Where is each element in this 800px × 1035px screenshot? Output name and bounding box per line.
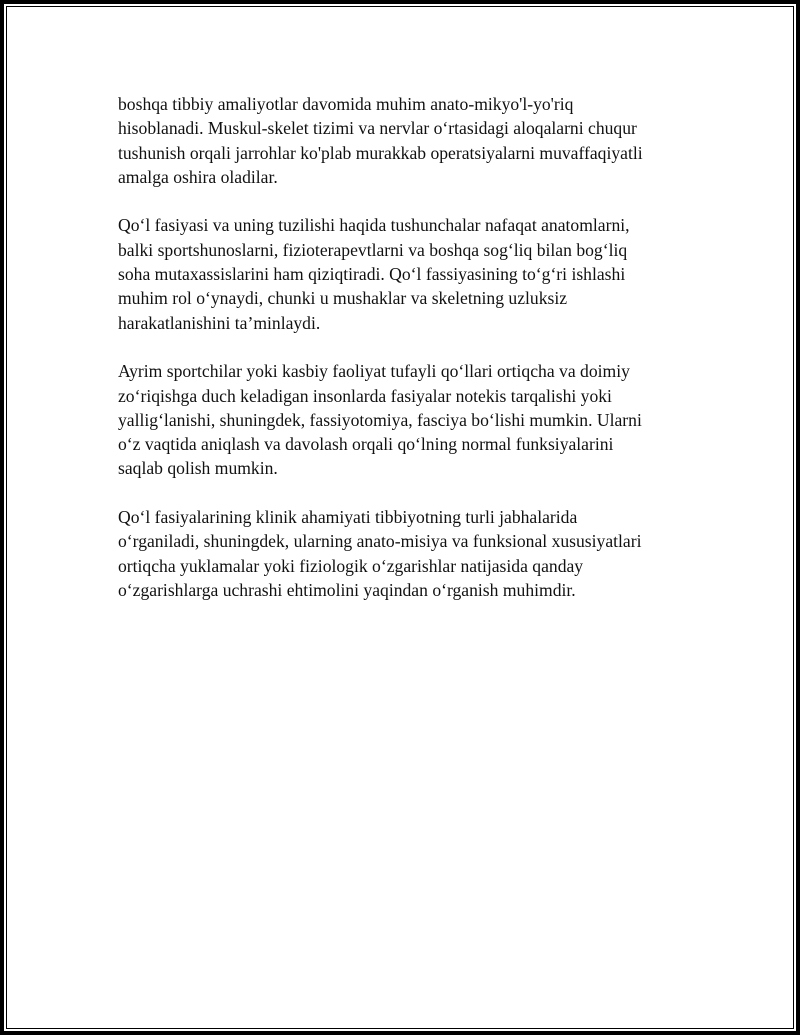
document-body bbox=[118, 92, 690, 627]
paragraph-2: Qo‘l fasiyasi va uning tuzilishi haqida tushunchalar nafaqat anatomlarni, balki sportshunoslarni, fizioterapevtlarni va boshqa sog‘liq bilan bog‘liq soha mutaxassislarini ham qiziqtiradi. Qo‘l fassiyasining to‘g‘ri ishlashi muhim rol o‘ynaydi, chunki u mushaklar va skeletning uzluksiz harakatlanishini ta’minlaydi. bbox=[118, 215, 630, 333]
paragraph-3: Ayrim sportchilar yoki kasbiy faoliyat tufayli qo‘llari ortiqcha va doimiy zo‘riqishga duch keladigan insonlarda fasiyalar notekis tarqalishi yoki yallig‘lanishi, shuningdek, fassiyotomiya, fasciya bo‘lishi mumkin. Ularni o‘z vaqtida aniqlash va davolash orqali qo‘lning normal funksiyalarini saqlab qolish mumkin. bbox=[118, 361, 642, 479]
paragraph-4: Qo‘l fasiyalarining klinik ahamiyati tibbiyotning turli jabhalarida o‘rganiladi, shuningdek, ularning anato-misiya va funksional xususiyatlari ortiqcha yuklamalar yoki fiziologik o‘zgarishlar natijasida qanday o‘zgarishlarga uchrashi ehtimolini yaqindan o‘rganish muhimdir. bbox=[118, 507, 642, 600]
paragraph-1: boshqa tibbiy amaliyotlar davomida muhim anato-mikyo'l-yo'riq hisoblanadi. Muskul-skelet tizimi va nervlar o‘rtasidagi aloqalarni chuqur tushunish orqali jarrohlar ko'plab murakkab operatsiyalarni muvaffaqiyatli amalga oshira oladilar. bbox=[118, 94, 643, 187]
